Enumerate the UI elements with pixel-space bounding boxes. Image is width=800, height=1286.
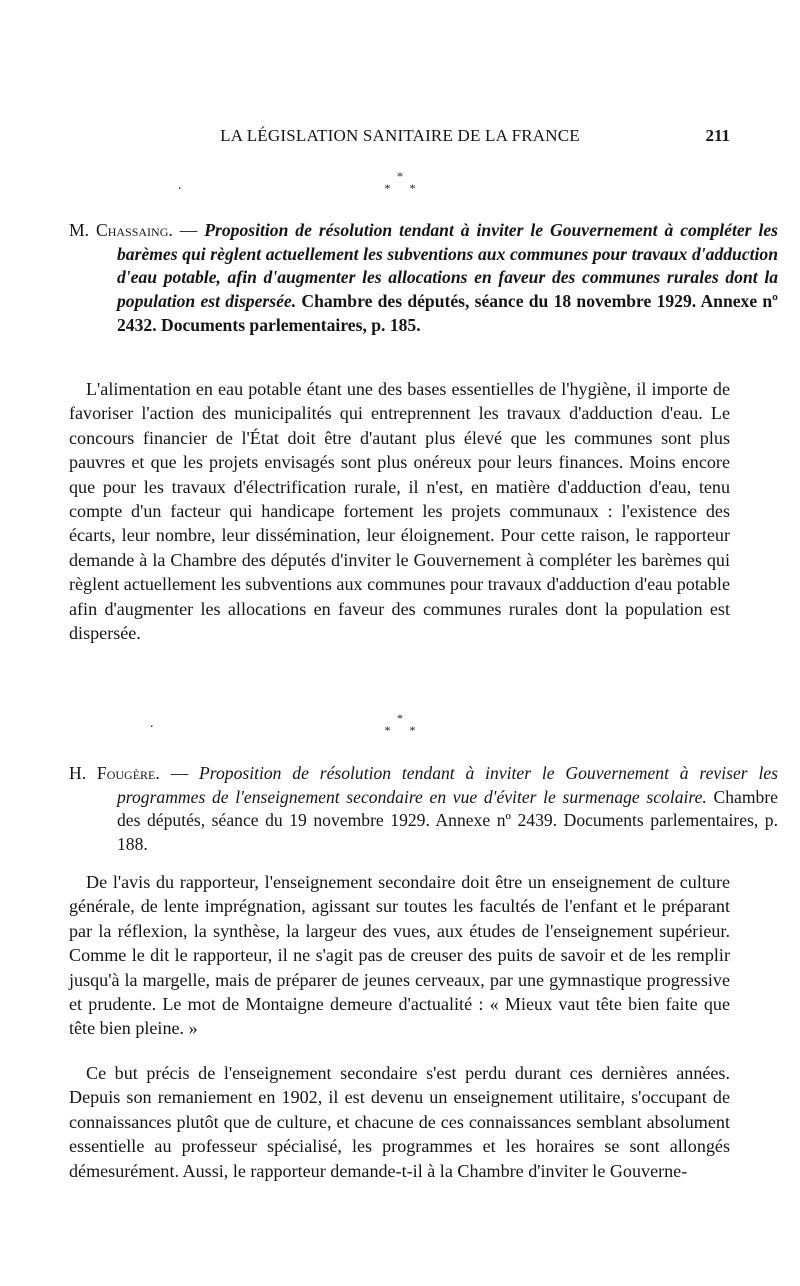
section-ornament-2 [0,712,800,736]
ornament-star: * [397,711,403,725]
stray-dot: . [150,716,154,731]
entry-dash: — [172,220,205,240]
bibliographic-entry-2 [69,762,778,857]
entry-dash: — [159,763,200,783]
entry-title: Proposition de résolution tendant à inviter le Gouvernement à reviser les programmes de l'enseignement secondaire en vue d'éviter le surmenage scolaire. [117,763,778,807]
stray-dot: . [178,178,182,193]
ornament-stars-pair: * * [384,723,424,737]
section-ornament-1 [0,170,800,194]
entry-source: Chambre des députés, séance du 19 novembre 1929. Annexe nº 2439. Documents parlementaires, p. 188. [117,786,778,855]
body-paragraph-1: L'alimentation en eau potable étant une des bases essentielles de l'hygiène, il importe de favoriser l'action des municipalités qui entreprennent les travaux d'adduction d'eau. Le concours financier de l'État doit être d'autant plus élevé que les communes sont plus pauvres et que les projets envisagés sont plus onéreux pour leurs finances. Moins encore que pour les travaux d'électrification rurale, il n'est, en matière d'adduction d'eau, tenu compte d'un facteur qui handicape fortement les projets communaux : l'existence des écarts, leur nombre, leur dissémination, leur éloignement. Pour cette raison, le rapporteur demande à la Chambre des députés d'inviter le Gouvernement à compléter les barèmes qui règlent actuellement les subventions aux communes pour travaux d'adduction d'eau potable afin d'augmenter les allocations en faveur des communes rurales dont la population est dispersée. [69,379,730,644]
entry-title: Proposition de résolution tendant à inviter le Gouvernement à compléter les barèmes qui règlent actuellement les subventions aux communes pour travaux d'adduction d'eau potable, afin d'augmenter les allocations en faveur des communes rurales dont la population est dispersée. [117,220,779,312]
entry-author: M. Chassaing. [69,220,173,240]
body-paragraph-2: De l'avis du rapporteur, l'enseignement secondaire doit être un enseignement de culture générale, de lente imprégnation, agissant sur toutes les facultés de l'enfant et le préparant par la réflexion, la synthèse, la largeur des vues, aux études de l'enseignement supérieur. Comme le dit le rapporteur, il ne s'agit pas de creuser des puits de savoir et de les remplir jusqu'à la margelle, mais de préparer de jeunes cerveaux, par une gymnastique progressive et prudente. Le mot de Montaigne demeure d'actualité : « Mieux vaut tête bien faite que tête bien pleine. » [69,872,730,1039]
bibliographic-entry-1 [69,219,778,338]
entry-author: H. Fougère. [69,763,160,783]
running-header [70,121,730,151]
ornament-star: * [397,169,403,183]
entry-source: Chambre des députés, séance du 18 novembre 1929. Annexe nº 2432. Documents parlementaires, p. 185. [117,291,778,335]
ornament-stars-pair: * * [384,181,424,195]
running-title: LA LÉGISLATION SANITAIRE DE LA FRANCE [220,126,580,145]
page-number: 211 [705,126,730,145]
body-paragraph-3: Ce but précis de l'enseignement secondaire s'est perdu durant ces dernières années. Depuis son remaniement en 1902, il est devenu un enseignement utilitaire, s'occupant de connaissances plutôt que de culture, et chacune de ces connaissances semblant absolument essentielle au professeur spécialisé, les programmes et les horaires se sont allongés démesurément. Aussi, le rapporteur demande-t-il à la Chambre d'inviter le Gouverne- [69,1063,730,1181]
